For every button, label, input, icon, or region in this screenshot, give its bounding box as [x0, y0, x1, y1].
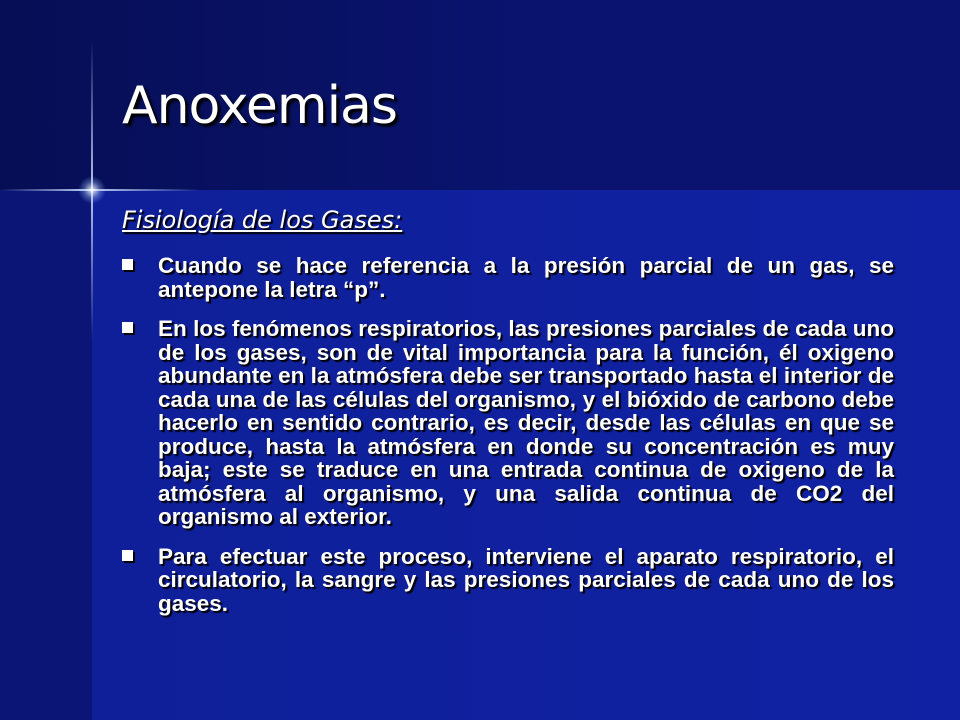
bullet-list — [122, 254, 894, 631]
slide-title: Anoxemias — [122, 76, 397, 136]
square-bullet-icon — [122, 259, 133, 270]
square-bullet-icon — [122, 550, 133, 561]
bullet-text: Para efectuar este proceso, interviene el aparato respiratorio, el circulatorio, la sangre y las presiones parciales de cada uno de los gases. — [158, 543, 894, 616]
bullet-text: Cuando se hace referencia a la presión parcial de un gas, se antepone la letra “p”. — [158, 253, 894, 302]
bullet-item — [122, 317, 894, 529]
bullet-item — [122, 545, 894, 616]
left-sidebar-background — [0, 190, 92, 720]
lens-flare-glow — [78, 176, 106, 204]
square-bullet-icon — [122, 322, 133, 333]
bullet-item — [122, 254, 894, 301]
bullet-text: En los fenómenos respiratorios, las presiones parciales de cada uno de los gases, son de vital importancia para la función, él oxigeno abundante en la atmósfera debe ser transportado hasta el interior de cada una de las células del organismo, y el bióxido de carbono debe hacerlo en sentido contrario, es decir, desde las células en que se produce, hasta la atmósfera en donde su concentración es muy baja; este se traduce en una entrada continua de oxigeno de la atmósfera al organismo, y una salida continua de CO2 del organismo al exterior. — [158, 316, 894, 529]
slide-subtitle: Fisiología de los Gases: — [122, 206, 403, 234]
